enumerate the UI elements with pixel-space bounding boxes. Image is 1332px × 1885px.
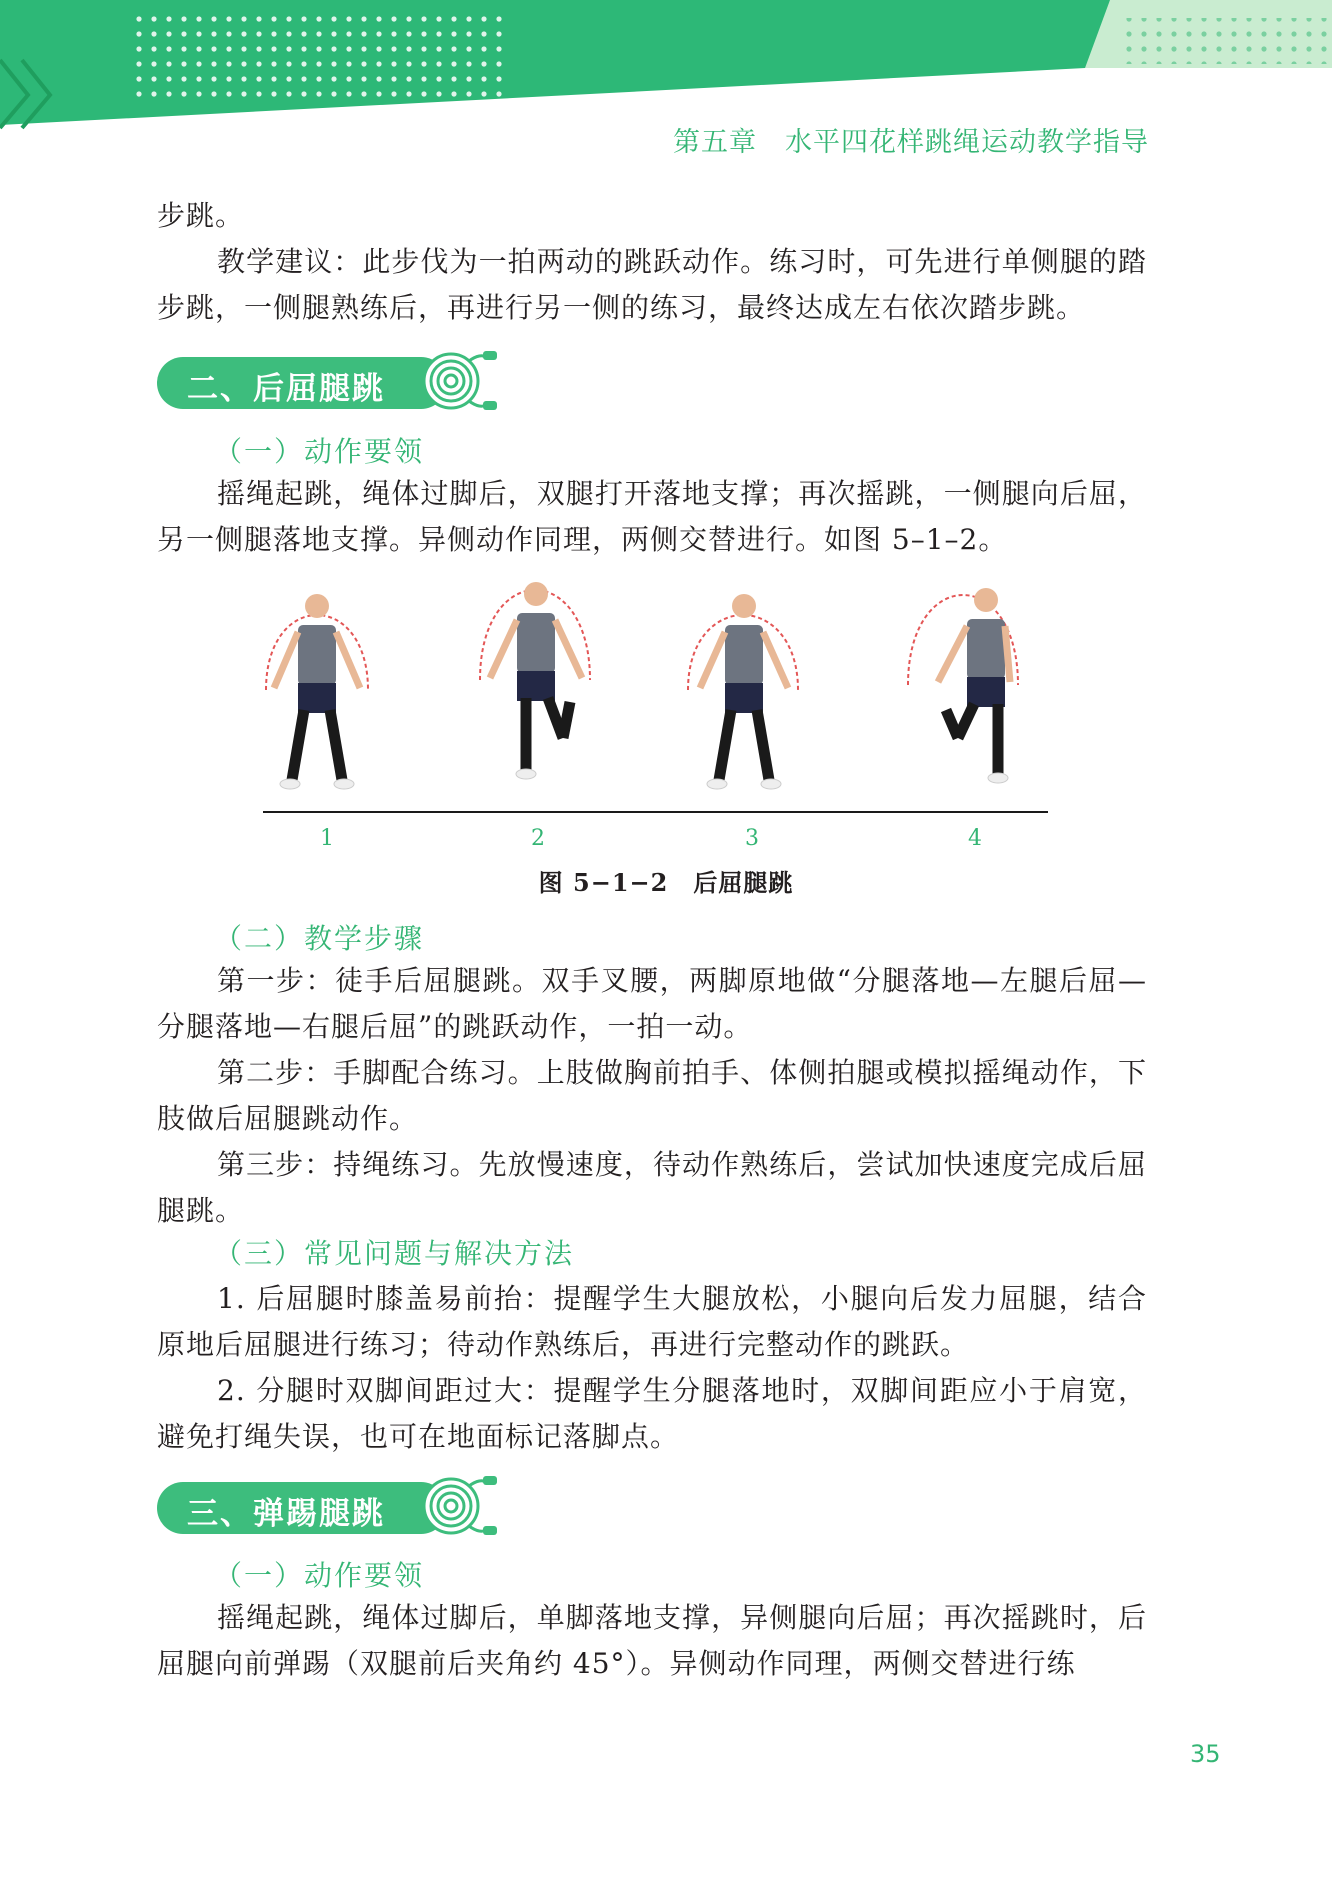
header-band	[0, 0, 1332, 140]
jumper-figure-4	[908, 588, 1018, 783]
step-1-text: 第一步：徒手后屈腿跳。双手叉腰，两脚原地做“分腿落地—左腿后屈—分腿落地—右腿后屈”的跳跃动作，一拍一动。	[157, 964, 1147, 1043]
essentials-text: 摇绳起跳，绳体过脚后，双腿打开落地支撑；再次摇跳，一侧腿向后屈，另一侧腿落地支撑。异侧动作同理，两侧交替进行。如图 5–1–2。	[157, 477, 1147, 556]
subheading-essentials: （一）动作要领	[214, 435, 425, 468]
problem-2-text: 2. 分腿时双脚间距过大：提醒学生分腿落地时，双脚间距应小于肩宽，避免打绳失误，也可在地面标记落脚点。	[157, 1374, 1147, 1453]
subheading-steps: （二）教学步骤	[214, 922, 425, 955]
jumper-figure-3	[688, 594, 798, 789]
figure-label-3: 3	[745, 826, 759, 851]
jump-rope-icon	[419, 349, 499, 413]
figure-caption: 图 5−1−2 后屈腿跳	[538, 868, 794, 897]
section-title: 二、后屈腿跳	[187, 371, 385, 407]
figure-label-4: 4	[968, 826, 982, 851]
teaching-suggestion: 教学建议：此步伐为一拍两动的跳跃动作。练习时，可先进行单侧腿的踏步跳，一侧腿熟练后，再进行另一侧的练习，最终达成左右依次踏步跳。	[157, 245, 1147, 324]
jumper-figure-2	[480, 582, 590, 779]
page-number: 35	[1190, 1740, 1221, 1768]
paragraph-continuation: 步跳。	[157, 199, 245, 232]
subheading-problems: （三）常见问题与解决方法	[214, 1237, 575, 1270]
section-heading-2	[157, 357, 497, 409]
section-title: 三、弹踢腿跳	[187, 1496, 385, 1532]
essentials-text-3: 摇绳起跳，绳体过脚后，单脚落地支撑，异侧腿向后屈；再次摇跳时，后屈腿向前弹踢（双腿前后夹角约 45°）。异侧动作同理，两侧交替进行练	[157, 1601, 1147, 1680]
jump-rope-icon	[419, 1474, 499, 1538]
section-heading-3	[157, 1482, 497, 1534]
subheading-essentials-3: （一）动作要领	[214, 1559, 425, 1592]
step-2-text: 第二步：手脚配合练习。上肢做胸前拍手、体侧拍腿或模拟摇绳动作，下肢做后屈腿跳动作。	[157, 1056, 1147, 1135]
jumper-figure-1	[266, 594, 368, 789]
figure-label-2: 2	[531, 826, 545, 851]
figure-label-1: 1	[320, 826, 334, 851]
figure-jump-sequence	[258, 570, 1048, 860]
chapter-title: 第五章 水平四花样跳绳运动教学指导	[673, 127, 1149, 158]
step-3-text: 第三步：持绳练习。先放慢速度，待动作熟练后，尝试加快速度完成后屈腿跳。	[157, 1148, 1147, 1227]
problem-1-text: 1. 后屈腿时膝盖易前抬：提醒学生大腿放松，小腿向后发力屈腿，结合原地后屈腿进行练习；待动作熟练后，再进行完整动作的跳跃。	[157, 1282, 1147, 1361]
